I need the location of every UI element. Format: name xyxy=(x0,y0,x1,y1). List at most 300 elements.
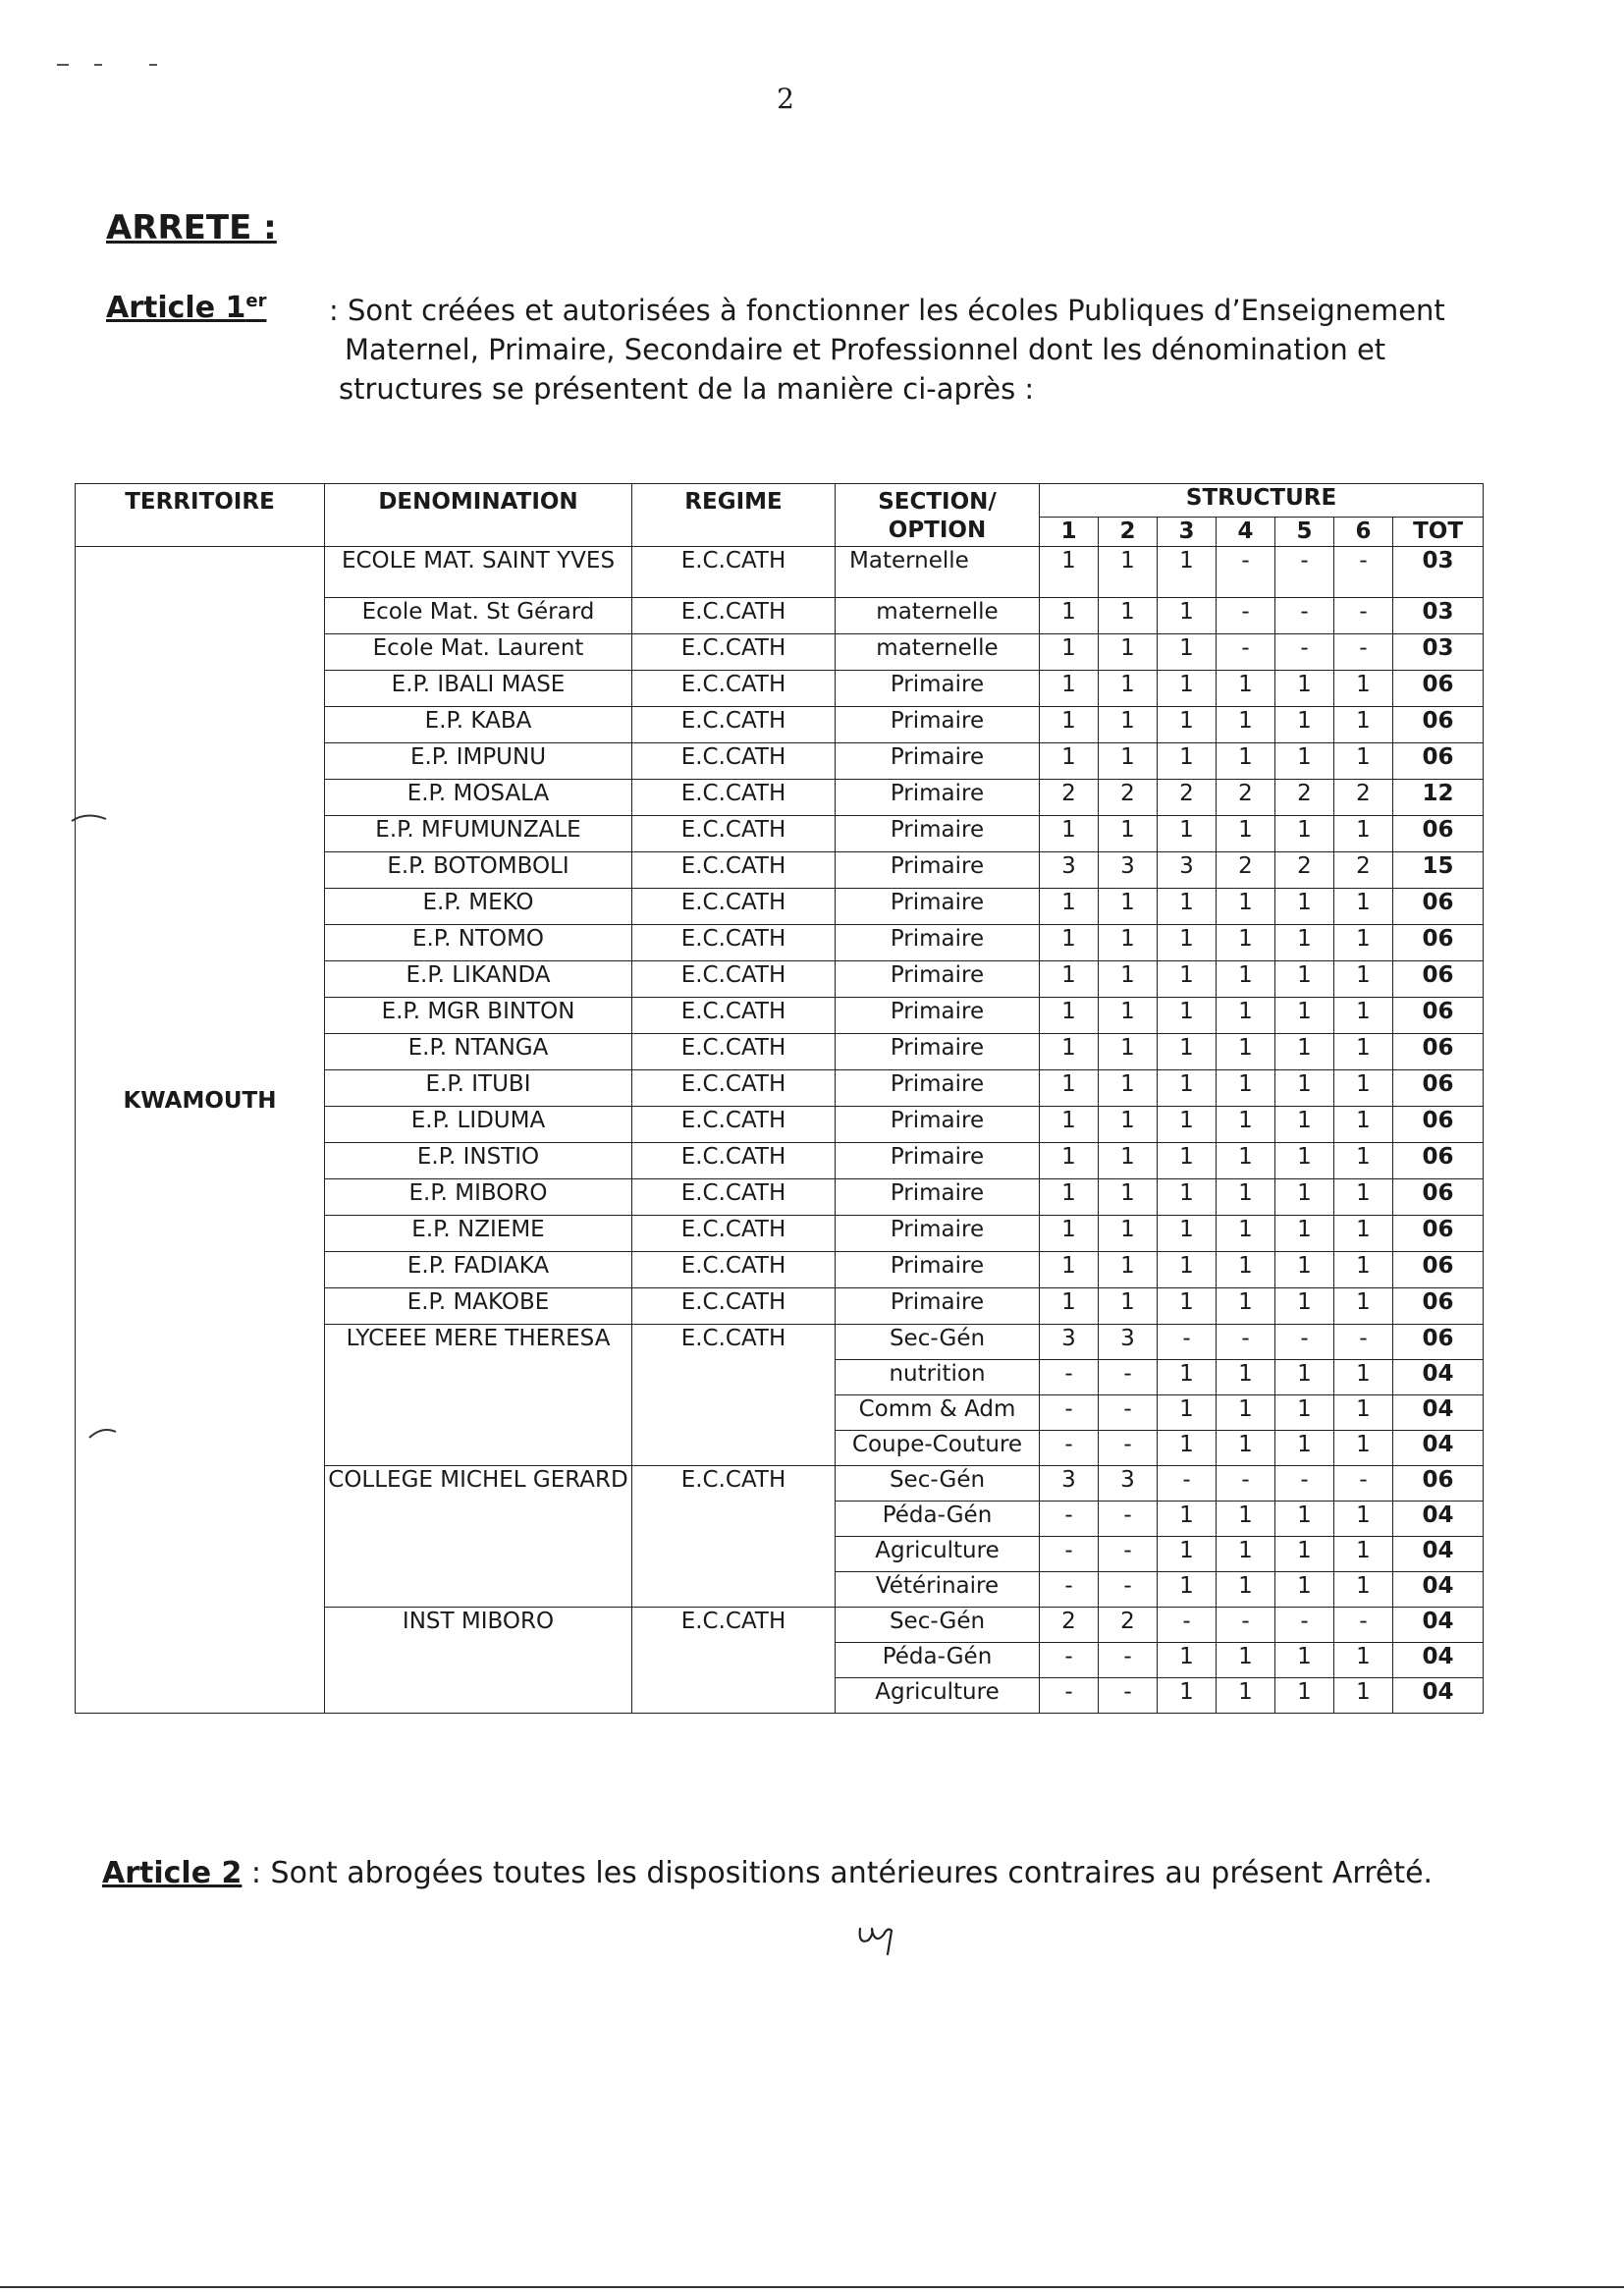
structure-value-cell: 1 xyxy=(1158,1643,1217,1678)
structure-value-cell: 3 xyxy=(1099,1466,1158,1502)
structure-value-cell: 2 xyxy=(1099,780,1158,816)
section-cell: Primaire xyxy=(836,707,1040,743)
structure-value-cell: 1 xyxy=(1334,816,1393,852)
structure-value-cell: 1 xyxy=(1158,1360,1217,1395)
structure-value-cell: 1 xyxy=(1275,1395,1334,1431)
regime-cell: E.C.CATH xyxy=(632,634,836,671)
structure-value-cell: 1 xyxy=(1099,743,1158,780)
structure-value-cell: 1 xyxy=(1099,598,1158,634)
group-regime-cell: E.C.CATH xyxy=(632,1325,836,1466)
total-cell: 06 xyxy=(1393,1466,1484,1502)
header-col-4: 4 xyxy=(1217,518,1275,547)
section-cell: maternelle xyxy=(836,634,1040,671)
structure-value-cell: 1 xyxy=(1275,707,1334,743)
regime-cell: E.C.CATH xyxy=(632,1179,836,1216)
structure-value-cell: - xyxy=(1040,1643,1099,1678)
structure-value-cell: 1 xyxy=(1217,743,1275,780)
header-section-line1: SECTION/ xyxy=(878,489,997,515)
structure-value-cell: - xyxy=(1099,1502,1158,1537)
structure-value-cell: 1 xyxy=(1217,1034,1275,1070)
total-cell: 06 xyxy=(1393,816,1484,852)
section-cell: Primaire xyxy=(836,1179,1040,1216)
structure-value-cell: - xyxy=(1099,1678,1158,1714)
structure-value-cell: - xyxy=(1217,598,1275,634)
total-cell: 04 xyxy=(1393,1395,1484,1431)
total-cell: 03 xyxy=(1393,634,1484,671)
header-section xyxy=(836,484,1040,547)
structure-value-cell: 1 xyxy=(1099,547,1158,598)
group-denomination-cell: LYCEEE MERE THERESA xyxy=(325,1325,632,1466)
header-regime: REGIME xyxy=(632,484,836,547)
header-denomination: DENOMINATION xyxy=(325,484,632,547)
section-cell: Primaire xyxy=(836,1288,1040,1325)
structure-value-cell: 1 xyxy=(1040,998,1099,1034)
total-cell: 06 xyxy=(1393,1034,1484,1070)
denomination-cell: Ecole Mat. Laurent xyxy=(325,634,632,671)
structure-value-cell: 3 xyxy=(1099,852,1158,889)
structure-value-cell: 1 xyxy=(1275,1537,1334,1572)
structure-value-cell: 1 xyxy=(1158,743,1217,780)
structure-value-cell: 1 xyxy=(1334,1179,1393,1216)
structure-value-cell: 1 xyxy=(1275,1034,1334,1070)
group-regime-cell: E.C.CATH xyxy=(632,1608,836,1714)
structure-value-cell: 1 xyxy=(1275,816,1334,852)
structure-value-cell: 1 xyxy=(1217,1360,1275,1395)
structure-value-cell: 1 xyxy=(1158,1395,1217,1431)
denomination-cell: E.P. INSTIO xyxy=(325,1143,632,1179)
structure-value-cell: 1 xyxy=(1217,961,1275,998)
section-cell: Primaire xyxy=(836,780,1040,816)
denomination-cell: E.P. LIKANDA xyxy=(325,961,632,998)
structure-value-cell: 1 xyxy=(1040,816,1099,852)
structure-value-cell: 1 xyxy=(1040,707,1099,743)
structure-value-cell: 1 xyxy=(1275,925,1334,961)
structure-value-cell: 1 xyxy=(1099,925,1158,961)
header-col-2: 2 xyxy=(1099,518,1158,547)
section-cell: Primaire xyxy=(836,925,1040,961)
structure-value-cell: 1 xyxy=(1275,1070,1334,1107)
denomination-cell: E.P. MAKOBE xyxy=(325,1288,632,1325)
structure-value-cell: 1 xyxy=(1217,1395,1275,1431)
total-cell: 06 xyxy=(1393,1216,1484,1252)
structure-value-cell: 1 xyxy=(1099,1252,1158,1288)
structure-value-cell: 1 xyxy=(1158,1431,1217,1466)
structure-value-cell: 1 xyxy=(1040,925,1099,961)
section-cell: Maternelle xyxy=(836,547,1040,598)
structure-value-cell: - xyxy=(1334,1325,1393,1360)
denomination-cell: E.P. MEKO xyxy=(325,889,632,925)
structure-value-cell: - xyxy=(1099,1643,1158,1678)
structure-value-cell: 1 xyxy=(1158,1034,1217,1070)
structure-value-cell: 1 xyxy=(1334,707,1393,743)
page-number: 2 xyxy=(777,82,794,115)
structure-value-cell: 1 xyxy=(1040,1070,1099,1107)
structure-value-cell: 1 xyxy=(1217,671,1275,707)
article2-label: Article 2 xyxy=(102,1856,243,1890)
group-denomination-cell: COLLEGE MICHEL GERARD xyxy=(325,1466,632,1608)
structure-value-cell: 1 xyxy=(1158,671,1217,707)
structure-value-cell: - xyxy=(1275,1466,1334,1502)
structure-value-cell: 1 xyxy=(1217,1678,1275,1714)
structure-value-cell: - xyxy=(1099,1431,1158,1466)
bottom-rule xyxy=(0,2286,1624,2288)
regime-cell: E.C.CATH xyxy=(632,1216,836,1252)
total-cell: 04 xyxy=(1393,1608,1484,1643)
structure-value-cell: 1 xyxy=(1217,1537,1275,1572)
regime-cell: E.C.CATH xyxy=(632,743,836,780)
structure-value-cell: 1 xyxy=(1040,1143,1099,1179)
structure-value-cell: 2 xyxy=(1040,780,1099,816)
total-cell: 06 xyxy=(1393,1107,1484,1143)
header-col-6: 6 xyxy=(1334,518,1393,547)
structure-value-cell: 1 xyxy=(1334,1395,1393,1431)
structure-value-cell: 1 xyxy=(1099,1288,1158,1325)
structure-value-cell: 1 xyxy=(1158,1572,1217,1608)
structure-value-cell: 1 xyxy=(1334,961,1393,998)
article2-text: : Sont abrogées toutes les dispositions antérieures contraires au présent Arrêté. xyxy=(242,1856,1434,1890)
structure-value-cell: 1 xyxy=(1334,671,1393,707)
total-cell: 06 xyxy=(1393,743,1484,780)
structure-value-cell: 1 xyxy=(1334,1678,1393,1714)
header-section-line2: OPTION xyxy=(888,518,987,543)
structure-value-cell: 1 xyxy=(1334,1431,1393,1466)
total-cell: 06 xyxy=(1393,1179,1484,1216)
structure-value-cell: 1 xyxy=(1099,816,1158,852)
structure-value-cell: 1 xyxy=(1040,1216,1099,1252)
structure-value-cell: 1 xyxy=(1158,1070,1217,1107)
article1-label xyxy=(106,291,266,325)
structure-value-cell: 1 xyxy=(1099,998,1158,1034)
structure-value-cell: 1 xyxy=(1158,1143,1217,1179)
structure-value-cell: 1 xyxy=(1158,1252,1217,1288)
structure-value-cell: 1 xyxy=(1334,1070,1393,1107)
denomination-cell: E.P. KABA xyxy=(325,707,632,743)
structure-value-cell: 1 xyxy=(1334,1252,1393,1288)
structure-value-cell: 1 xyxy=(1334,1143,1393,1179)
section-cell: Primaire xyxy=(836,816,1040,852)
structure-value-cell: - xyxy=(1040,1537,1099,1572)
structure-value-cell: 1 xyxy=(1040,889,1099,925)
option-cell: Agriculture xyxy=(836,1537,1040,1572)
structure-value-cell: 1 xyxy=(1040,743,1099,780)
section-cell: Primaire xyxy=(836,1252,1040,1288)
section-cell: Primaire xyxy=(836,889,1040,925)
article1-line1: : Sont créées et autorisées à fonctionner les écoles Publiques d’Enseignement xyxy=(329,294,1445,327)
structure-value-cell: 1 xyxy=(1099,1216,1158,1252)
header-col-tot: TOT xyxy=(1393,518,1484,547)
article1-label-text: Article 1 xyxy=(106,291,246,325)
structure-value-cell: 1 xyxy=(1217,1288,1275,1325)
structure-value-cell: 1 xyxy=(1275,1678,1334,1714)
total-cell: 04 xyxy=(1393,1431,1484,1466)
total-cell: 04 xyxy=(1393,1643,1484,1678)
structure-value-cell: 2 xyxy=(1217,780,1275,816)
structure-value-cell: 1 xyxy=(1217,1179,1275,1216)
section-cell: Primaire xyxy=(836,1216,1040,1252)
regime-cell: E.C.CATH xyxy=(632,1288,836,1325)
structure-value-cell: 1 xyxy=(1217,1107,1275,1143)
structure-value-cell: - xyxy=(1040,1431,1099,1466)
structure-value-cell: 1 xyxy=(1158,961,1217,998)
structure-value-cell: - xyxy=(1040,1572,1099,1608)
denomination-cell: E.P. NZIEME xyxy=(325,1216,632,1252)
structure-value-cell: - xyxy=(1040,1360,1099,1395)
structure-value-cell: 2 xyxy=(1158,780,1217,816)
total-cell: 04 xyxy=(1393,1537,1484,1572)
regime-cell: E.C.CATH xyxy=(632,707,836,743)
structure-value-cell: 1 xyxy=(1275,998,1334,1034)
structure-value-cell: 1 xyxy=(1275,1216,1334,1252)
regime-cell: E.C.CATH xyxy=(632,671,836,707)
structure-value-cell: 1 xyxy=(1158,547,1217,598)
article1-label-sup: er xyxy=(245,291,267,311)
option-cell: Agriculture xyxy=(836,1678,1040,1714)
regime-cell: E.C.CATH xyxy=(632,547,836,598)
structure-value-cell: - xyxy=(1099,1360,1158,1395)
total-cell: 04 xyxy=(1393,1678,1484,1714)
structure-value-cell: - xyxy=(1217,1325,1275,1360)
regime-cell: E.C.CATH xyxy=(632,1070,836,1107)
structure-value-cell: - xyxy=(1275,1325,1334,1360)
structure-value-cell: 1 xyxy=(1040,1107,1099,1143)
structure-value-cell: 2 xyxy=(1275,780,1334,816)
structure-value-cell: 1 xyxy=(1040,634,1099,671)
structure-value-cell: 1 xyxy=(1334,1643,1393,1678)
regime-cell: E.C.CATH xyxy=(632,852,836,889)
header-col-3: 3 xyxy=(1158,518,1217,547)
section-cell: Primaire xyxy=(836,1070,1040,1107)
structure-value-cell: 1 xyxy=(1158,1216,1217,1252)
denomination-cell: E.P. MIBORO xyxy=(325,1179,632,1216)
structure-value-cell: 1 xyxy=(1275,1143,1334,1179)
structure-value-cell: 1 xyxy=(1217,1643,1275,1678)
structure-value-cell: 1 xyxy=(1217,998,1275,1034)
structure-value-cell: 2 xyxy=(1334,780,1393,816)
denomination-cell: E.P. ITUBI xyxy=(325,1070,632,1107)
structure-value-cell: 1 xyxy=(1158,889,1217,925)
structure-value-cell: 1 xyxy=(1275,1502,1334,1537)
section-cell: Primaire xyxy=(836,743,1040,780)
denomination-cell: E.P. IBALI MASE xyxy=(325,671,632,707)
structure-value-cell: 1 xyxy=(1217,889,1275,925)
structure-value-cell: 1 xyxy=(1158,1107,1217,1143)
option-cell: Sec-Gén xyxy=(836,1466,1040,1502)
structure-value-cell: - xyxy=(1158,1325,1217,1360)
total-cell: 12 xyxy=(1393,780,1484,816)
regime-cell: E.C.CATH xyxy=(632,1143,836,1179)
structure-value-cell: 1 xyxy=(1275,1572,1334,1608)
structure-value-cell: 2 xyxy=(1275,852,1334,889)
structure-value-cell: 1 xyxy=(1334,1572,1393,1608)
structure-value-cell: 1 xyxy=(1158,1179,1217,1216)
structure-value-cell: 1 xyxy=(1217,1572,1275,1608)
structure-value-cell: - xyxy=(1158,1466,1217,1502)
structure-value-cell: 1 xyxy=(1158,816,1217,852)
structure-value-cell: 1 xyxy=(1099,961,1158,998)
structure-value-cell: 1 xyxy=(1334,1034,1393,1070)
section-cell: Primaire xyxy=(836,852,1040,889)
article2 xyxy=(102,1856,1433,1890)
structure-value-cell: 1 xyxy=(1275,1360,1334,1395)
option-cell: Péda-Gén xyxy=(836,1643,1040,1678)
structure-value-cell: 2 xyxy=(1334,852,1393,889)
denomination-cell: E.P. FADIAKA xyxy=(325,1252,632,1288)
section-cell: Primaire xyxy=(836,1143,1040,1179)
structure-value-cell: 1 xyxy=(1275,1643,1334,1678)
total-cell: 06 xyxy=(1393,1143,1484,1179)
structure-value-cell: 1 xyxy=(1334,1537,1393,1572)
structure-value-cell: 1 xyxy=(1158,634,1217,671)
structure-value-cell: 1 xyxy=(1158,707,1217,743)
denomination-cell: E.P. BOTOMBOLI xyxy=(325,852,632,889)
structure-value-cell: 2 xyxy=(1099,1608,1158,1643)
structure-value-cell: 1 xyxy=(1158,1288,1217,1325)
schools-table xyxy=(75,483,1484,1714)
structure-value-cell: 1 xyxy=(1217,1216,1275,1252)
denomination-cell: E.P. MOSALA xyxy=(325,780,632,816)
regime-cell: E.C.CATH xyxy=(632,1252,836,1288)
structure-value-cell: 1 xyxy=(1334,1502,1393,1537)
structure-value-cell: - xyxy=(1334,547,1393,598)
total-cell: 06 xyxy=(1393,1252,1484,1288)
option-cell: Comm & Adm xyxy=(836,1395,1040,1431)
structure-value-cell: 1 xyxy=(1040,1034,1099,1070)
header-col-1: 1 xyxy=(1040,518,1099,547)
regime-cell: E.C.CATH xyxy=(632,961,836,998)
structure-value-cell: 1 xyxy=(1040,1179,1099,1216)
structure-value-cell: - xyxy=(1275,634,1334,671)
section-cell: Primaire xyxy=(836,671,1040,707)
total-cell: 04 xyxy=(1393,1502,1484,1537)
total-cell: 04 xyxy=(1393,1360,1484,1395)
article1-line3: structures se présentent de la manière ci-après : xyxy=(339,372,1035,406)
structure-value-cell: - xyxy=(1099,1395,1158,1431)
structure-value-cell: - xyxy=(1040,1678,1099,1714)
signature-icon xyxy=(854,1915,913,1964)
structure-value-cell: 2 xyxy=(1040,1608,1099,1643)
article1-text xyxy=(329,291,1488,409)
table-row xyxy=(76,547,1484,598)
structure-value-cell: 1 xyxy=(1334,1107,1393,1143)
structure-value-cell: 1 xyxy=(1040,598,1099,634)
total-cell: 06 xyxy=(1393,1325,1484,1360)
regime-cell: E.C.CATH xyxy=(632,1107,836,1143)
total-cell: 06 xyxy=(1393,707,1484,743)
structure-value-cell: 1 xyxy=(1099,889,1158,925)
regime-cell: E.C.CATH xyxy=(632,1034,836,1070)
structure-value-cell: - xyxy=(1334,598,1393,634)
denomination-cell: ECOLE MAT. SAINT YVES xyxy=(325,547,632,598)
denomination-cell: Ecole Mat. St Gérard xyxy=(325,598,632,634)
structure-value-cell: 1 xyxy=(1275,889,1334,925)
structure-value-cell: - xyxy=(1040,1395,1099,1431)
regime-cell: E.C.CATH xyxy=(632,889,836,925)
denomination-cell: E.P. MGR BINTON xyxy=(325,998,632,1034)
structure-value-cell: 1 xyxy=(1040,1288,1099,1325)
structure-value-cell: - xyxy=(1099,1572,1158,1608)
denomination-cell: E.P. NTOMO xyxy=(325,925,632,961)
structure-value-cell: 1 xyxy=(1099,1034,1158,1070)
structure-value-cell: 1 xyxy=(1158,598,1217,634)
structure-value-cell: 1 xyxy=(1334,889,1393,925)
option-cell: Sec-Gén xyxy=(836,1325,1040,1360)
denomination-cell: E.P. LIDUMA xyxy=(325,1107,632,1143)
option-cell: Péda-Gén xyxy=(836,1502,1040,1537)
denomination-cell: E.P. MFUMUNZALE xyxy=(325,816,632,852)
structure-value-cell: 1 xyxy=(1334,1360,1393,1395)
total-cell: 06 xyxy=(1393,925,1484,961)
structure-value-cell: 1 xyxy=(1040,1252,1099,1288)
structure-value-cell: 1 xyxy=(1275,1179,1334,1216)
structure-value-cell: 1 xyxy=(1275,1252,1334,1288)
section-cell: Primaire xyxy=(836,998,1040,1034)
structure-value-cell: - xyxy=(1158,1608,1217,1643)
regime-cell: E.C.CATH xyxy=(632,598,836,634)
total-cell: 15 xyxy=(1393,852,1484,889)
option-cell: nutrition xyxy=(836,1360,1040,1395)
structure-value-cell: - xyxy=(1275,547,1334,598)
structure-value-cell: 1 xyxy=(1099,1179,1158,1216)
structure-value-cell: - xyxy=(1040,1502,1099,1537)
regime-cell: E.C.CATH xyxy=(632,780,836,816)
structure-value-cell: 3 xyxy=(1040,1325,1099,1360)
structure-value-cell: 1 xyxy=(1158,998,1217,1034)
structure-value-cell: - xyxy=(1217,1608,1275,1643)
structure-value-cell: 1 xyxy=(1040,547,1099,598)
structure-value-cell: 1 xyxy=(1099,671,1158,707)
structure-value-cell: 1 xyxy=(1275,1431,1334,1466)
margin-mark-icon xyxy=(55,59,163,71)
structure-value-cell: 1 xyxy=(1040,671,1099,707)
structure-value-cell: 1 xyxy=(1099,1107,1158,1143)
total-cell: 06 xyxy=(1393,671,1484,707)
group-regime-cell: E.C.CATH xyxy=(632,1466,836,1608)
structure-value-cell: 1 xyxy=(1275,743,1334,780)
structure-value-cell: 1 xyxy=(1217,707,1275,743)
structure-value-cell: 3 xyxy=(1158,852,1217,889)
structure-value-cell: 1 xyxy=(1040,961,1099,998)
structure-value-cell: 1 xyxy=(1275,961,1334,998)
structure-value-cell: 1 xyxy=(1334,1288,1393,1325)
denomination-cell: E.P. NTANGA xyxy=(325,1034,632,1070)
header-territoire: TERRITOIRE xyxy=(76,484,325,547)
structure-value-cell: 1 xyxy=(1099,707,1158,743)
section-cell: Primaire xyxy=(836,1107,1040,1143)
structure-value-cell: 1 xyxy=(1099,634,1158,671)
header-structure: STRUCTURE xyxy=(1040,484,1484,518)
structure-value-cell: 1 xyxy=(1158,925,1217,961)
structure-value-cell: 1 xyxy=(1334,998,1393,1034)
regime-cell: E.C.CATH xyxy=(632,925,836,961)
total-cell: 06 xyxy=(1393,889,1484,925)
structure-value-cell: 1 xyxy=(1217,816,1275,852)
structure-value-cell: 3 xyxy=(1040,1466,1099,1502)
section-cell: Primaire xyxy=(836,1034,1040,1070)
structure-value-cell: 1 xyxy=(1099,1070,1158,1107)
total-cell: 04 xyxy=(1393,1572,1484,1608)
article1-line2: Maternel, Primaire, Secondaire et Professionnel dont les dénomination et xyxy=(345,333,1386,366)
structure-value-cell: - xyxy=(1275,1608,1334,1643)
total-cell: 06 xyxy=(1393,961,1484,998)
structure-value-cell: - xyxy=(1275,598,1334,634)
structure-value-cell: 3 xyxy=(1040,852,1099,889)
total-cell: 06 xyxy=(1393,1070,1484,1107)
header-col-5: 5 xyxy=(1275,518,1334,547)
structure-value-cell: 1 xyxy=(1334,1216,1393,1252)
structure-value-cell: 1 xyxy=(1334,743,1393,780)
structure-value-cell: 1 xyxy=(1275,1288,1334,1325)
structure-value-cell: 1 xyxy=(1217,925,1275,961)
